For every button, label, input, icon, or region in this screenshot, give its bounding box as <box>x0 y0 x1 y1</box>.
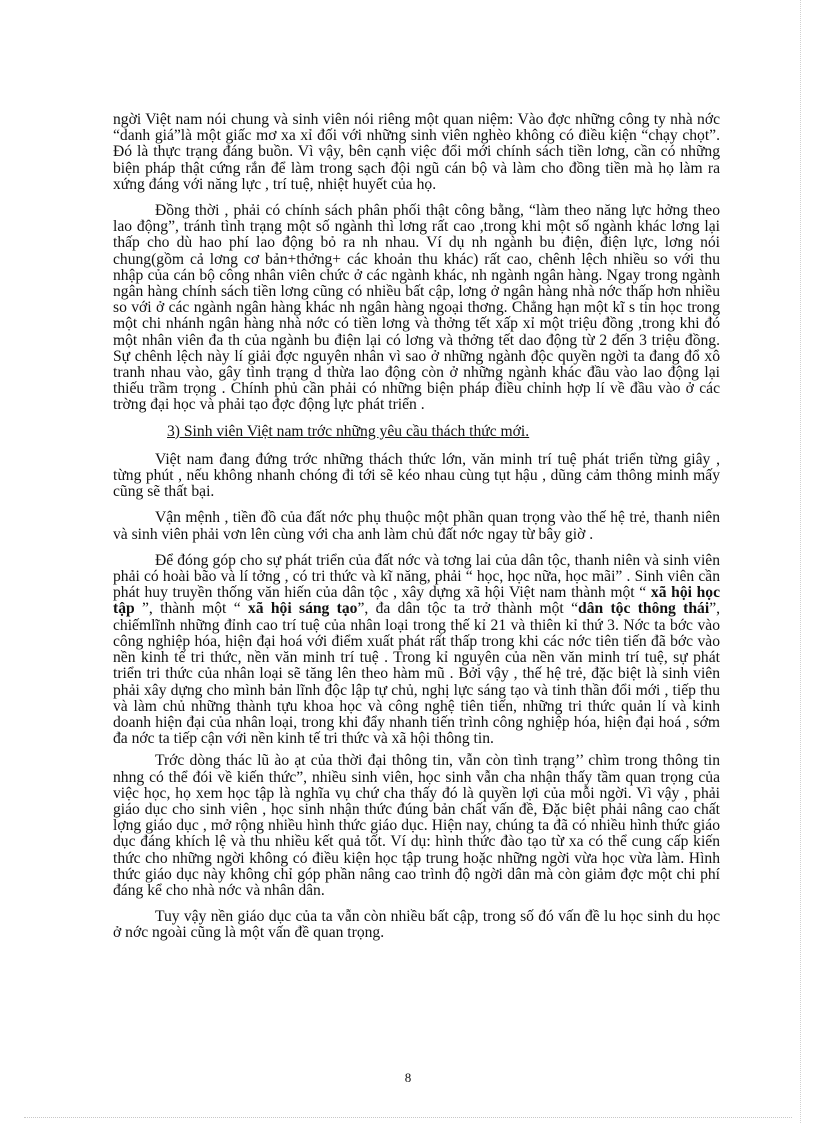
paragraph-5-part-2: ”, thành một “ <box>134 600 248 618</box>
section-heading: 3) Sinh viên Việt nam trớc những yêu cầu thách thức mới. <box>167 422 530 440</box>
footer-divider <box>24 1117 792 1118</box>
paragraph-5-part-1: Để đóng góp cho sự phát triển của đất nớc và tơng lai của dân tộc, thanh niên và sinh viên phải có hoài bão và lí tởng , có tri thức và kĩ năng, phải “ học, học nữa, học mãi” . Sinh viên cần phát huy truyền thống văn hiến của dân tộc , xây dựng xã hội Việt nam thành một “ <box>113 551 720 602</box>
paragraph-3: Việt nam đang đứng trớc những thách thức lớn, văn minh trí tuệ phát triển từng giây , từng phút , nếu không nhanh chóng đi tới sẽ kéo nhau cùng tụt hậu , dũng cảm thông minh mấy cũng sẽ thất bại. <box>113 450 720 501</box>
paragraph-5 <box>113 553 720 747</box>
paragraph-2: Đồng thời , phải có chính sách phân phối thật công bằng, “làm theo năng lực hởng theo lao động”, tránh tình trạng một số ngành thì lơng rất cao ,trong khi một số ngành khác lơng lại thấp cho dù hao phí lao động bỏ ra nh nhau. Ví dụ nh ngành bu điện, điện lực, lơng nói chung(gồm cả lơng cơ bản+thởng+ các khoản thu khác) rất cao, chênh lệch nhiều so với thu nhập của cán bộ công nhân viên chức ở các ngành khác, nh ngành ngân hàng. Ngay trong ngành ngân hàng chính sách tiền lơng cũng có nhiều bất cập, lơng ở ngân hàng nhà nớc thấp hơn nhiều so với ở các ngành ngân hàng khác nh ngân hàng ngoại thơng. Chẳng hạn một kĩ s tin học trong một chi nhánh ngân hàng nhà nớc có tiền lơng và thởng tết xấp xỉ một triệu đồng ,trong khi đó một nhân viên đa th của ngành bu điện lại có lơng và thởng tết dao động từ 2 đến 3 triệu đồng. Sự chênh lệch này lí giải đợc nguyên nhân vì sao ở những ngành độc quyền ngời ta đang đổ xô tranh nhau vào, gây tình trạng d thừa lao động còn ở những ngành khác đầu vào lao động lại thiếu trầm trọng . Chính phủ cần phải có những biện pháp điều chỉnh hợp lí về đầu vào ở các trờng đại học và phải tạo đợc động lực phát triển . <box>113 202 720 414</box>
paragraph-1: ngời Việt nam nói chung và sinh viên nói riêng một quan niệm: Vào đợc những công ty nhà nớc “danh giá”là một giấc mơ xa xỉ đối với những sinh viên nghèo không có điều kiện “chạy chọt”. Đó là thực trạng đáng buồn. Vì vậy, bên cạnh việc đổi mới chính sách tiền lơng, cần có những biện pháp thật cứng rắn để làm trong sạch đội ngũ cán bộ và làm cho đồng tiền mà họ làm ra xứng đáng với năng lực , trí tuệ, nhiệt huyết của họ. <box>113 111 720 193</box>
paragraph-7: Tuy vậy nền giáo dục của ta vẫn còn nhiều bất cập, trong số đó vấn đề lu học sinh du học ở nớc ngoài cũng là một vấn đề quan trọng. <box>113 908 720 942</box>
page-number: 8 <box>404 1070 412 1085</box>
paragraph-5-part-3: ”, đa dân tộc ta trở thành một “ <box>357 600 579 618</box>
bold-phrase-hoc-tap: xã hội học tập <box>113 584 720 618</box>
document-body <box>113 112 720 952</box>
paragraph-6: Trớc dòng thác lũ ào ạt của thời đại thông tin, vẫn còn tình trạng’’ chìm trong thông tin nhng có thể đói về kiến thức”, nhiều sinh viên, học sinh vẫn cha nhận thấy tầm quan trọng của việc học, họ xem học tập là nghĩa vụ chứ cha thấy đó là quyền lợi của mỗi ngời. Vì vậy , phải giáo dục cho sinh viên , học sinh nhận thức đúng bản chất vấn đề, Đặc biệt phải nâng cao chất lợng giáo dục , mở rộng nhiều hình thức giáo dục. Hiện nay, chúng ta đã có nhiều hình thức giáo dục đáng khích lệ và thu nhiều kết quả tốt. Ví dụ: hình thức đào tạo từ xa có thể cung cấp kiến thức cho những ngời không có điều kiện học tập trung hoặc những ngời vừa học vừa làm. Hình thức giáo dục này không chỉ góp phần nâng cao trình độ ngời dân mà còn giảm đợc một chi phí đáng kể cho nhà nớc và nhân dân. <box>113 752 720 899</box>
paragraph-4: Vận mệnh , tiền đồ của đất nớc phụ thuộc một phần quan trọng vào thế hệ trẻ, thanh niên và sinh viên phải vơn lên cùng với cha anh làm chủ đất nớc ngay từ bây giờ . <box>113 509 720 543</box>
bold-phrase-thong-thai: dân tộc thông thái <box>578 600 710 618</box>
paragraph-5-part-4: ”, chiếmlĩnh những đỉnh cao trí tuệ của nhân loại trong thế kỉ 21 và thiên kỉ thứ 3. Nớc ta bớc vào công nghiệp hóa, hiện đại hoá với điểm xuất phát rất thấp trong khi các nớc tiên tiến đã bớc vào nền kinh tế tri thức, nền văn minh trí tuệ . Trong kỉ nguyên của nền văn minh trí tuệ, sự phát triển tri thức của nhân loại sẽ tăng lên theo hàm mũ . Bởi vậy , thế hệ trẻ, đặc biệt là sinh viên phải xây dựng cho mình bản lĩnh độc lập tự chủ, nghị lực sáng tạo và tinh thần đổi mới , tiếp thu và làm chủ những thành tựu khoa học và công nghệ tiên tiến, những tri thức quản lí và kinh doanh hiện đại của nhân loại, trong khi đẩy nhanh tiến trình công nghiệp hóa, hiện đại hoá , sớm đa nớc ta tiếp cận với nền kinh tế tri thức và xã hội thông tin. <box>113 600 721 748</box>
page-edge-rule <box>800 0 801 1123</box>
bold-phrase-sang-tao: xã hội sáng tạo <box>247 600 358 618</box>
